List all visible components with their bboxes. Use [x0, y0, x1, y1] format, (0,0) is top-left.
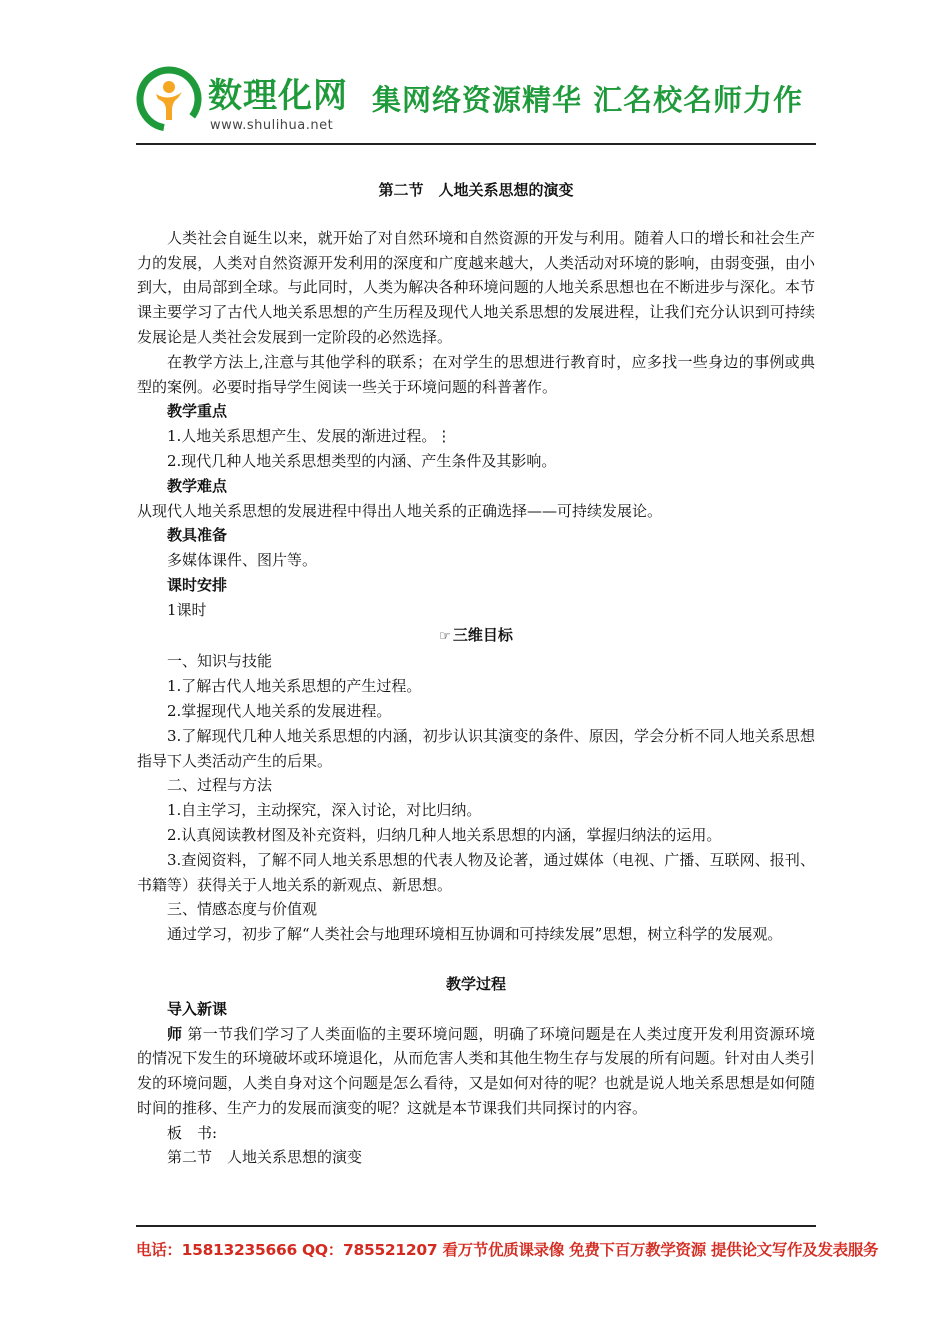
document-body	[137, 178, 815, 1170]
materials-text: 多媒体课件、图片等。	[167, 551, 318, 570]
objective-item: 1.了解古代人地关系思想的产生过程。	[167, 677, 422, 696]
schedule-text: 1课时	[167, 600, 207, 619]
objective-section-title: 二、过程与方法	[167, 776, 273, 795]
key-points-heading: 教学重点	[167, 402, 228, 421]
objective-item: 3.查阅资料，了解不同人地关系思想的代表人物及论著，通过媒体（电视、广播、互联网、报刊、书籍等）获得关于人地关系的新观点、新思想。	[137, 850, 815, 894]
site-header	[136, 62, 816, 144]
objective-item: 1.自主学习，主动探究，深入讨论，对比归纳。	[167, 801, 482, 820]
teacher-label: 师	[167, 1024, 183, 1043]
intro-paragraph: 人类社会自诞生以来，就开始了对自然环境和自然资源的开发与利用。随着人口的增长和社会生产力的发展，人类对自然资源开发利用的深度和广度越来越大，人类活动对环境的影响，由弱变强，由小到大，由局部到全球。与此同时，人类为解决各种环境问题的人地关系思想也在不断进步与深化。本节课主要学习了古代人地关系思想的产生历程及现代人地关系思想的发展进程，让我们充分认识到可持续发展论是人类社会发展到一定阶段的必然选择。	[137, 228, 815, 346]
teacher-text: 第一节我们学习了人类面临的主要环境问题，明确了环境问题是在人类过度开发利用资源环境的情况下发生的环境破坏或环境退化，从而危害人类和其他生物生存与发展的所有问题。针对由人类引发的环境问题，人类自身对这个问题是怎么看待，又是如何对待的呢？也就是说人地关系思想是如何随时间的推移、生产力的发展而演变的呢？这就是本节课我们共同探讨的内容。	[137, 1024, 815, 1117]
logo-icon	[136, 66, 202, 132]
method-paragraph: 在教学方法上,注意与其他学科的联系；在对学生的思想进行教育时，应多找一些身边的事例或典型的案例。必要时指导学生阅读一些关于环境问题的科普著作。	[137, 352, 815, 396]
objective-item: 2.认真阅读教材图及补充资料，归纳几种人地关系思想的内涵，掌握归纳法的运用。	[167, 825, 722, 844]
key-point-item: 2.现代几种人地关系思想类型的内涵、产生条件及其影响。	[167, 451, 557, 470]
process-heading: 教学过程	[445, 974, 506, 993]
board-text: 第二节 人地关系思想的演变	[167, 1148, 363, 1167]
objective-item: 2.掌握现代人地关系的发展进程。	[167, 701, 392, 720]
brand-name: 数理化网	[208, 76, 348, 116]
difficulty-heading: 教学难点	[167, 476, 228, 495]
brand-url[interactable]: www.shulihua.net	[210, 118, 334, 133]
objective-section-title: 一、知识与技能	[167, 652, 273, 671]
key-point-item: 1.人地关系思想产生、发展的渐进过程。⋮	[167, 427, 452, 446]
footer-contact: 电话：15813235666 QQ：785521207 看万节优质课录像 免费下百万教学资源 提供论文写作及发表服务	[136, 1241, 879, 1259]
difficulty-text: 从现代人地关系思想的发展进程中得出人地关系的正确选择——可持续发展论。	[137, 501, 663, 520]
intro-lesson-heading: 导入新课	[167, 999, 228, 1018]
objective-text: 通过学习，初步了解“人类社会与地理环境相互协调和可持续发展”思想，树立科学的发展观。	[167, 925, 783, 944]
header-slogan: 集网络资源精华 汇名校名师力作	[372, 83, 804, 117]
objective-section-title: 三、情感态度与价值观	[167, 900, 318, 919]
header-divider	[136, 143, 816, 145]
footer-divider	[136, 1225, 816, 1227]
pointer-icon: ☞	[439, 628, 451, 644]
objectives-heading: ☞ 三维目标	[439, 625, 513, 644]
board-label: 板 书:	[167, 1123, 218, 1142]
teacher-paragraph	[137, 1022, 815, 1121]
schedule-heading: 课时安排	[167, 575, 228, 594]
page-title: 第二节 人地关系思想的演变	[378, 181, 574, 199]
materials-heading: 教具准备	[167, 526, 228, 545]
objective-item: 3.了解现代几种人地关系思想的内涵，初步认识其演变的条件、原因，学会分析不同人地关系思想指导下人类活动产生的后果。	[137, 726, 815, 770]
